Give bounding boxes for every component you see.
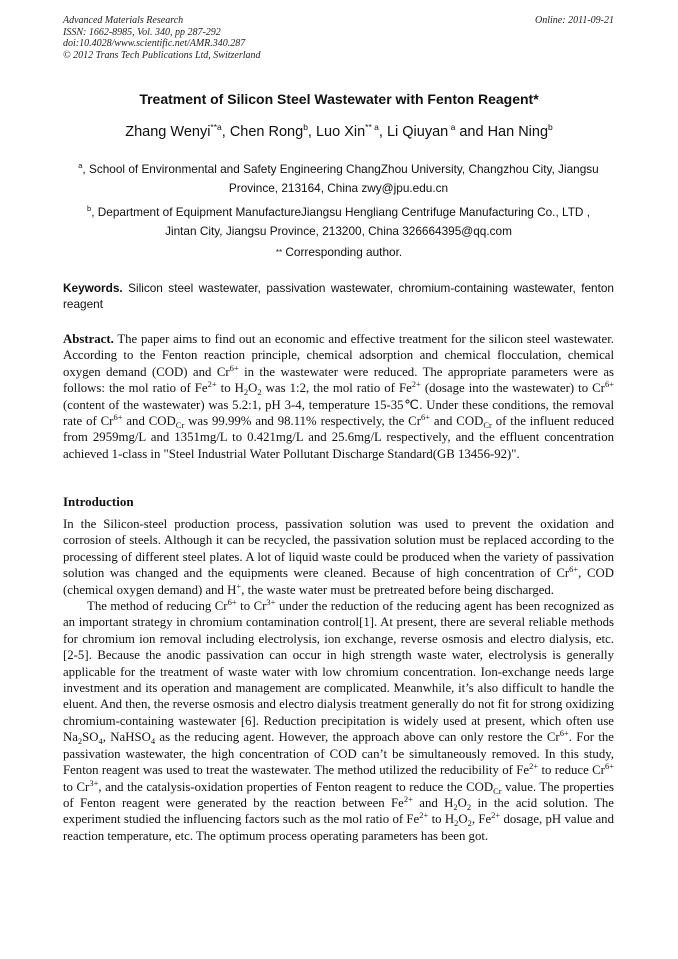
affiliation-b <box>63 203 614 240</box>
author-name: Luo Xin <box>315 124 366 140</box>
affiliation-a <box>63 160 614 197</box>
subscript: Cr <box>175 420 185 431</box>
intro-text: . For the passivation wastewater, the high concentration of COD can’t be simultaneously removed. In this study, Fenton reagent was used to treat the wastewater. The method utilized the reducibility of Fe <box>63 730 614 778</box>
intro-text: , the waste water must be pretreated before being discharged. <box>241 582 555 597</box>
abstract-text: (content of the wastewater) was 5.2:1, pH 3-4, temperature 15-35℃. Under these conditions, the removal rate of Cr <box>63 397 614 429</box>
intro-text: in the acid solution. The experiment studied the influencing factors such as the mol ratio of Fe <box>63 795 614 827</box>
corresponding-text: Corresponding author. <box>282 245 403 259</box>
abstract-text: was 1:2, the mol ratio of Fe <box>261 381 412 396</box>
journal-issn: ISSN: 1662-8985, Vol. 340, pp 287-292 <box>63 26 221 38</box>
intro-text: dosage, pH value and reaction temperature, etc. The optimum process operating parameters has been got. <box>63 812 614 843</box>
subscript: 2 <box>454 818 459 829</box>
superscript: 3+ <box>266 597 276 608</box>
intro-text: , NaHSO <box>102 730 151 745</box>
affiliation-address: Jintan City, Jiangsu Province, 213200, China 326664395@qq.com <box>165 223 512 238</box>
subscript: Cr <box>483 420 492 431</box>
subscript: 2 <box>243 387 249 398</box>
abstract-label: Abstract. <box>63 332 114 346</box>
affiliation-mark: a <box>78 161 83 170</box>
subscript: 2 <box>257 387 262 398</box>
author-separator: and <box>455 124 488 140</box>
subscript: 2 <box>453 801 458 812</box>
intro-text: O <box>457 795 467 810</box>
intro-text: under the reduction of the reducing agent has been recognized as an important strategy in chromium contamination control[1]. At present, there are several reliable methods for chromium ion removal including electrolysis, ion exchange, reverse osmosis and electro dialysis, etc. [2-5]. Because the anodic passivation can occur in high strength waste water, electrolysis is generally applicable for the treatment of waste water with low chromium concentration. Ion-exchange needs large investment and its operation and management are complicated. Meanwhile, it’s also difficult to handle the eluent. And then, the reverse osmosis and electro dialysis treatment generally do not fit for strong oxidizing chromium-containing wastewater [6]. Reduction precipitation is widely used at present, which often use Na <box>63 599 614 745</box>
affiliation-mark: b <box>87 204 92 213</box>
journal-doi: doi:10.4028/www.scientific.net/AMR.340.287 <box>63 38 246 49</box>
intro-text: In the Silicon-steel production process, passivation solution was used to prevent the oxidation and corrosion of steels. Although it can be recycled, the passivation solution must be replaced according to the processing of different steel plates. A lot of liquid waste could be produced when the variety of passivation solution was changed and the equipments were cleaned. Because of high concentration of Cr <box>63 517 614 581</box>
subscript: 2 <box>77 736 83 747</box>
abstract-text: and COD <box>122 414 176 429</box>
abstract <box>63 331 614 462</box>
author-name: Zhang Wenyi <box>125 124 211 140</box>
superscript: 6+ <box>229 362 239 373</box>
affiliation-text: , Department of Equipment ManufactureJiangsu Hengliang Centrifuge Manufacturing Co., LTD , <box>91 205 590 219</box>
subscript: 2 <box>467 818 472 829</box>
subscript: 2 <box>466 801 472 812</box>
journal-name: Advanced Materials Research <box>63 15 184 26</box>
introduction-body <box>63 516 614 844</box>
intro-text: to Cr <box>236 599 267 614</box>
subscript: Cr <box>493 785 502 796</box>
abstract-text: (dosage into the wastewater) to Cr <box>420 381 605 396</box>
superscript: 2+ <box>403 793 413 804</box>
superscript: 6+ <box>227 597 237 608</box>
superscript: 6+ <box>604 761 614 772</box>
intro-text: to reduce Cr <box>538 763 605 778</box>
journal-copyright: © 2012 Trans Tech Publications Ltd, Switzerland <box>63 49 261 61</box>
affiliation-address: Province, 213164, China zwy@jpu.edu.cn <box>228 180 449 195</box>
superscript: 2+ <box>529 761 539 772</box>
intro-text: , and the catalysis-oxidation properties of Fenton reagent to reduce the COD <box>98 779 494 794</box>
abstract-text: to H <box>216 381 244 396</box>
corresponding-mark: ** <box>275 248 283 257</box>
keywords-text: Silicon steel wastewater, passivation wastewater, chromium-containing wastewater, fenton reagent <box>63 281 614 311</box>
intro-paragraph-2 <box>63 598 614 844</box>
superscript: 6+ <box>113 412 123 423</box>
superscript: 6+ <box>420 412 431 423</box>
superscript: 6+ <box>604 379 614 390</box>
intro-text: , COD (chemical oxygen demand) and H <box>63 566 615 597</box>
author-mark: ** a <box>365 122 379 132</box>
author-name: Li Qiuyan <box>386 124 449 140</box>
intro-text: and H <box>412 795 454 810</box>
superscript: 3+ <box>89 777 99 788</box>
subscript: 4 <box>98 736 103 747</box>
author-mark: b <box>548 122 553 132</box>
intro-text: value. The properties of Fenton reagent were generated by the reaction between Fe <box>63 779 615 810</box>
intro-text: as the reducing agent. However, the approach above can only restore the Cr <box>155 730 560 745</box>
intro-text: The method of reducing Cr <box>87 599 228 614</box>
introduction-heading: Introduction <box>63 494 134 509</box>
author-separator: , <box>221 124 230 140</box>
intro-paragraph-1 <box>63 516 614 598</box>
abstract-text: and COD <box>430 414 484 429</box>
keywords-label: Keywords. <box>63 281 123 295</box>
author-name: Chen Rong <box>229 124 304 140</box>
author-mark: **a <box>210 122 222 132</box>
abstract-paragraph <box>63 331 614 462</box>
abstract-text: of the influent reduced from 2959mg/L and 1351mg/L to 0.421mg/L and 25.6mg/L respectively, and the effluent concentration achieved 1-class in "Steel Industrial Water Pollutant Discharge Standard(GB 13456-92)". <box>63 414 615 461</box>
intro-text: to H <box>428 812 455 827</box>
author-name: Han Ning <box>487 124 549 140</box>
author-mark: b <box>303 122 308 132</box>
author-separator: , <box>378 124 387 140</box>
affiliation-line <box>63 203 614 222</box>
corresponding-note <box>0 245 678 259</box>
journal-header <box>63 15 261 61</box>
author-list <box>0 124 678 140</box>
subscript: 4 <box>150 736 156 747</box>
intro-text: SO <box>82 730 99 745</box>
superscript: 2+ <box>411 379 421 390</box>
author-separator: , <box>307 124 316 140</box>
author-mark: a <box>448 122 456 132</box>
paper-title: Treatment of Silicon Steel Wastewater with Fenton Reagent* <box>139 91 539 107</box>
superscript: 2+ <box>419 810 429 821</box>
superscript: + <box>236 580 242 591</box>
abstract-text: O <box>248 381 258 396</box>
intro-text: to Cr <box>63 779 90 794</box>
superscript: 2+ <box>207 379 217 390</box>
intro-text: O <box>458 812 468 827</box>
intro-text: , Fe <box>471 812 492 827</box>
keywords <box>63 281 614 312</box>
affiliation-line <box>63 160 614 179</box>
abstract-text: in the wastewater were reduced. The appropriate parameters were as follows: the mol ratio of Fe <box>63 364 615 396</box>
superscript: 2+ <box>491 810 501 821</box>
abstract-text: The paper aims to find out an economic and effective treatment for the silicon steel wastewater. According to the Fenton reaction principle, chemical adsorption and chemical flocculation, chemical oxygen demand (COD) and Cr <box>63 332 614 379</box>
superscript: 6+ <box>569 564 579 575</box>
affiliation-text: , School of Environmental and Safety Engineering ChangZhou University, Changzhou City, Jiangsu <box>82 162 599 176</box>
online-date: Online: 2011-09-21 <box>535 15 614 26</box>
abstract-text: was 99.99% and 98.11% respectively, the Cr <box>184 414 421 429</box>
superscript: 6+ <box>559 728 569 739</box>
